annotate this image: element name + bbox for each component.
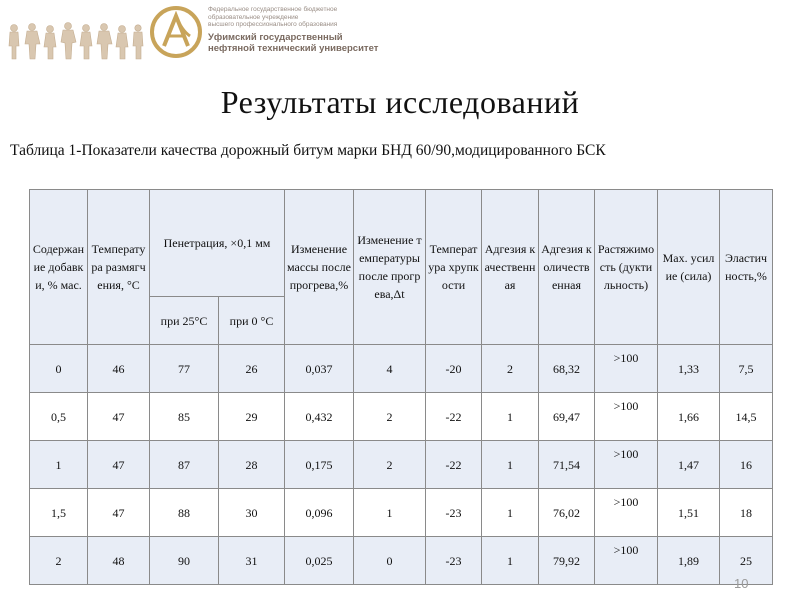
slide-title: Результаты исследований xyxy=(220,84,580,120)
header-pen-25: при 25°С xyxy=(150,297,219,345)
cell-temp-change: 2 xyxy=(354,441,426,489)
cell-adh-quantity: 71,54 xyxy=(539,441,595,489)
cell-mass-change: 0,025 xyxy=(285,537,354,585)
cell-max-force: 1,89 xyxy=(658,537,720,585)
cell-brittle: -20 xyxy=(426,345,482,393)
cell-elasticity: 18 xyxy=(720,489,773,537)
cell-content: 1 xyxy=(30,441,88,489)
cell-pen-25: 90 xyxy=(150,537,219,585)
header-brittle: Температура хрупкости xyxy=(426,190,482,345)
cell-pen-0: 30 xyxy=(219,489,285,537)
cell-ductility: >100 xyxy=(595,489,658,537)
cell-temp-change: 0 xyxy=(354,537,426,585)
header-max-force: Мах. усилие (сила) xyxy=(658,190,720,345)
cell-adh-quality: 1 xyxy=(482,441,539,489)
cell-elasticity: 14,5 xyxy=(720,393,773,441)
cell-temp-change: 2 xyxy=(354,393,426,441)
cell-mass-change: 0,096 xyxy=(285,489,354,537)
cell-adh-quality: 2 xyxy=(482,345,539,393)
org-line-2: образовательное учреждение xyxy=(208,13,299,21)
cell-pen-0: 28 xyxy=(219,441,285,489)
table-row xyxy=(30,537,773,585)
header-adh-quality: Адгезия качественная xyxy=(482,190,539,345)
cell-ductility: >100 xyxy=(595,441,658,489)
cell-pen-0: 31 xyxy=(219,537,285,585)
cell-adh-quantity: 79,92 xyxy=(539,537,595,585)
cell-content: 0 xyxy=(30,345,88,393)
page-number: 10 xyxy=(734,576,749,591)
cell-elasticity: 25 xyxy=(720,537,773,585)
cell-max-force: 1,51 xyxy=(658,489,720,537)
header-penetration: Пенетрация, ×0,1 мм xyxy=(150,190,285,297)
header-elasticity: Эластичность,% xyxy=(720,190,773,345)
cell-mass-change: 0,432 xyxy=(285,393,354,441)
uni-line-2: нефтяной технический университет xyxy=(208,42,379,54)
university-emblem-icon xyxy=(150,6,202,58)
cell-mass-change: 0,037 xyxy=(285,345,354,393)
cell-softening: 48 xyxy=(88,537,150,585)
cell-brittle: -22 xyxy=(426,393,482,441)
cell-temp-change: 1 xyxy=(354,489,426,537)
table-row xyxy=(30,489,773,537)
cell-pen-25: 88 xyxy=(150,489,219,537)
cell-content: 1,5 xyxy=(30,489,88,537)
cell-content: 2 xyxy=(30,537,88,585)
header-row-1 xyxy=(30,190,773,297)
cell-softening: 47 xyxy=(88,393,150,441)
header-pen-0: при 0 °С xyxy=(219,297,285,345)
org-line-1: Федеральное государственное бюджетное xyxy=(208,6,338,13)
cell-pen-25: 87 xyxy=(150,441,219,489)
cell-adh-quality: 1 xyxy=(482,489,539,537)
cell-ductility: >100 xyxy=(595,345,658,393)
cell-content: 0,5 xyxy=(30,393,88,441)
header-softening: Температура размягчения, °С xyxy=(88,190,150,345)
cell-mass-change: 0,175 xyxy=(285,441,354,489)
cell-max-force: 1,47 xyxy=(658,441,720,489)
cell-elasticity: 7,5 xyxy=(720,345,773,393)
cell-elasticity: 16 xyxy=(720,441,773,489)
cell-adh-quality: 1 xyxy=(482,537,539,585)
table-row xyxy=(30,441,773,489)
results-table xyxy=(29,189,773,585)
cell-softening: 46 xyxy=(88,345,150,393)
cell-brittle: -22 xyxy=(426,441,482,489)
cell-temp-change: 4 xyxy=(354,345,426,393)
cell-adh-quantity: 68,32 xyxy=(539,345,595,393)
university-name xyxy=(208,6,378,54)
cell-softening: 47 xyxy=(88,489,150,537)
cell-softening: 47 xyxy=(88,441,150,489)
table-caption: Таблица 1-Показатели качества дорожный битум марки БНД 60/90,модицированного БСК xyxy=(10,142,606,159)
cell-ductility: >100 xyxy=(595,537,658,585)
cell-max-force: 1,33 xyxy=(658,345,720,393)
people-figures-icon xyxy=(6,22,144,60)
header-mass-change: Изменение массы после прогрева,% xyxy=(285,190,354,345)
header-ductility: Растяжимость (дуктильность) xyxy=(595,190,658,345)
slide-header xyxy=(0,0,800,70)
org-line-3: высшего профессионального образования xyxy=(208,21,338,28)
table-row xyxy=(30,345,773,393)
header-temp-change: Изменение температуры после прогрева,Δt xyxy=(354,190,426,345)
cell-adh-quality: 1 xyxy=(482,393,539,441)
cell-adh-quantity: 76,02 xyxy=(539,489,595,537)
cell-pen-0: 26 xyxy=(219,345,285,393)
cell-ductility: >100 xyxy=(595,393,658,441)
table-row xyxy=(30,393,773,441)
cell-pen-25: 85 xyxy=(150,393,219,441)
cell-pen-0: 29 xyxy=(219,393,285,441)
header-content: Содержание добавки, % мас. xyxy=(30,190,88,345)
uni-line-1: Уфимский государственный xyxy=(208,31,343,43)
header-adh-quantity: Адгезия количественная xyxy=(539,190,595,345)
cell-max-force: 1,66 xyxy=(658,393,720,441)
cell-adh-quantity: 69,47 xyxy=(539,393,595,441)
cell-brittle: -23 xyxy=(426,489,482,537)
cell-pen-25: 77 xyxy=(150,345,219,393)
cell-brittle: -23 xyxy=(426,537,482,585)
